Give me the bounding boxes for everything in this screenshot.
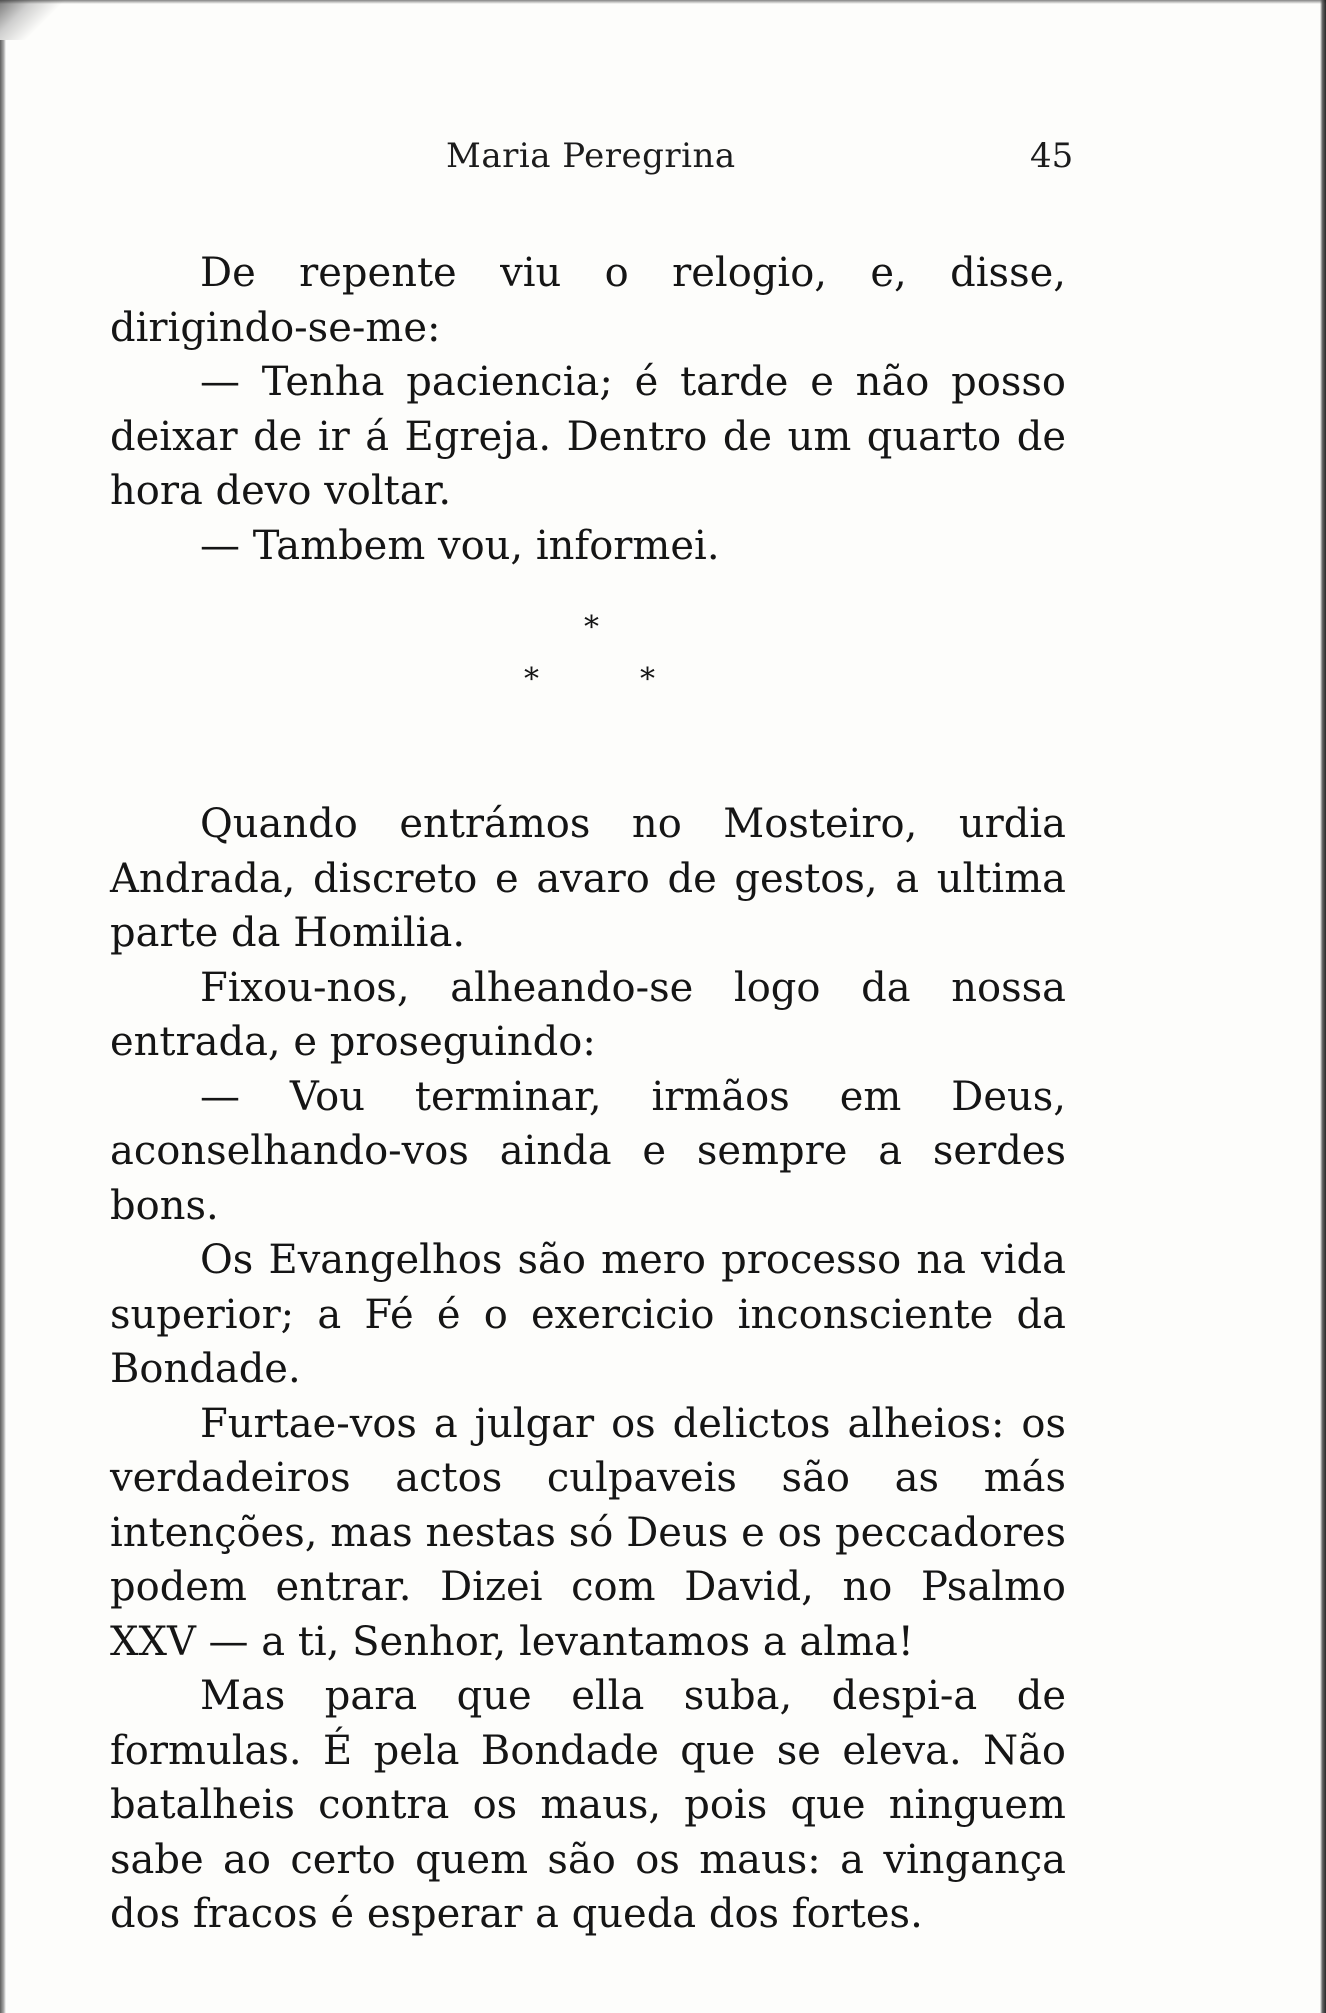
page-left-edge — [0, 40, 6, 2013]
asterism-star: * — [524, 662, 539, 697]
running-title: Maria Peregrina — [446, 136, 736, 176]
asterism-star: * — [584, 610, 599, 645]
running-head — [0, 136, 1326, 186]
paragraph: Mas para que ella suba, despi-a de formulas. É pela Bondade que se eleva. Não batalheis contra os maus, pois que ninguem sabe ao certo quem são os maus: a vingança dos fracos é esperar a queda dos fortes. — [110, 1673, 1066, 1937]
page-top-edge — [0, 0, 1326, 4]
paragraph: — Vou terminar, irmãos em Deus, aconselhando-vos ainda e sempre a serdes bons. — [110, 1073, 1066, 1229]
paragraph: Fixou-nos, alheando-se logo da nossa entrada, e proseguindo: — [110, 964, 1066, 1065]
asterism-separator — [110, 573, 1066, 797]
paragraph: Furtae-vos a julgar os delictos alheios: os verdadeiros actos culpaveis são as más intenções, mas nestas só Deus e os peccadores podem entrar. Dizei com David, no Psalmo XXV — a ti, Senhor, levantamos a alma! — [110, 1400, 1066, 1665]
paragraph: — Tenha paciencia; é tarde e não posso deixar de ir á Egreja. Dentro de um quarto de hora devo voltar. — [110, 359, 1066, 514]
paragraph: De repente viu o relogio, e, disse, dirigindo-se-me: — [110, 250, 1066, 351]
asterism-star: * — [640, 662, 655, 697]
paragraph: Quando entrámos no Mosteiro, urdia Andrada, discreto e avaro de gestos, a ultima parte da Homilia. — [110, 801, 1066, 956]
paragraph: — Tambem vou, informei. — [200, 522, 720, 569]
page-number: 45 — [1030, 136, 1074, 176]
body-text — [110, 246, 1066, 1942]
page-corner-shadow — [0, 0, 70, 40]
page-right-edge — [1320, 0, 1326, 2013]
paragraph: Os Evangelhos são mero processo na vida superior; a Fé é o exercicio inconsciente da Bondade. — [110, 1237, 1066, 1392]
